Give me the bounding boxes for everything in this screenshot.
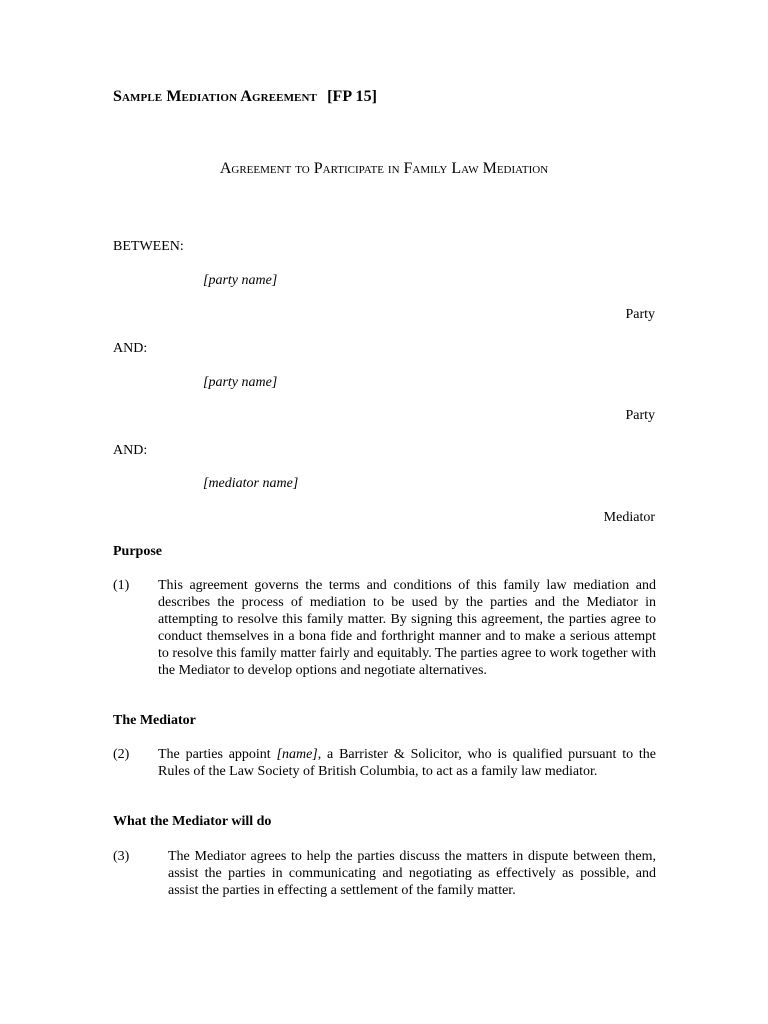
and2-label: AND: [113,443,148,458]
document-title-text: Sample Mediation Agreement [113,88,317,105]
paragraph-text [158,746,656,780]
paragraph-number: (1) [113,578,130,593]
what-mediator-will-do-paragraph [113,848,656,899]
and1-label: AND: [113,341,148,356]
between-label: BETWEEN: [113,239,184,254]
paragraph-text: This agreement governs the terms and conditions of this family law mediation and describes the process of mediation to be used by the parties and the Mediator in attempting to resolve this family matter. By signing this agreement, the parties agree to conduct themselves in a bona fide and forthright manner and to make a serious attempt to resolve this family matter fairly and equitably. The parties agree to work together with the Mediator to develop options and negotiate alternatives. [158,578,656,678]
purpose-paragraph [113,577,656,679]
purpose-heading: Purpose [113,544,162,559]
party2-name: [party name] [203,375,278,390]
the-mediator-heading: The Mediator [113,713,196,728]
name-placeholder: [name] [276,747,318,762]
mediator-name: [mediator name] [203,476,299,491]
what-mediator-will-do-heading: What the Mediator will do [113,814,272,829]
document-subtitle: Agreement to Participate in Family Law Mediation [219,160,549,177]
paragraph-number: (2) [113,747,130,762]
text-segment: , a Barrister & Solicitor, who is qualified pursuant to the Rules of the Law Society of British Columbia, to act as a family law mediator. [158,747,656,779]
form-code: [FP 15] [327,88,378,105]
document-title [113,88,377,106]
party1-role: Party [625,307,655,322]
text-segment: The parties appoint [158,747,277,762]
paragraph-number: (3) [113,849,130,864]
mediator-role: Mediator [603,510,655,525]
paragraph-text: The Mediator agrees to help the parties discuss the matters in dispute between them, assist the parties in communicating and negotiating as effectively as possible, and assist the parties in effecting a settlement of the family matter. [168,849,656,898]
party2-role: Party [625,408,655,423]
the-mediator-paragraph [113,746,656,780]
party1-name: [party name] [203,273,278,288]
